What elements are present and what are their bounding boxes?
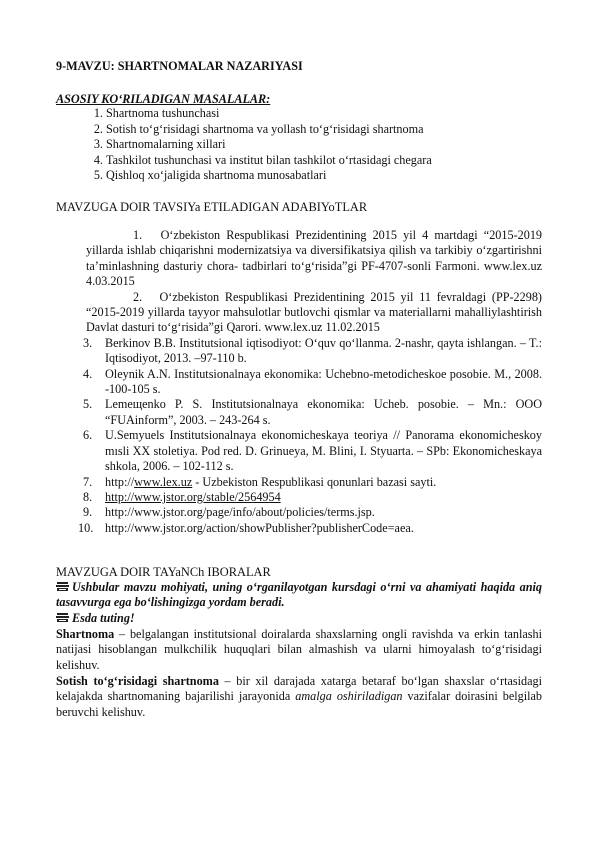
reference-text: http://www.jstor.org/action/showPublisher?publisherCode=aea. bbox=[105, 520, 414, 535]
jstor-stable-link[interactable]: http://www.jstor.org/stable/2564954 bbox=[105, 489, 281, 504]
reference-item bbox=[56, 505, 542, 520]
definition-text: vazifalar doirasini belgilab beruvchi kelishuv. bbox=[56, 689, 543, 719]
reference-number: 5. bbox=[83, 397, 93, 412]
reference-item bbox=[56, 475, 542, 490]
reference-number: 8. bbox=[83, 489, 93, 504]
reference-item bbox=[56, 490, 542, 505]
book-stack-icon bbox=[56, 581, 69, 592]
list-item: 5. Qishloq xo‘jaligida shartnoma munosabatlari bbox=[106, 168, 546, 184]
reference-item bbox=[56, 521, 542, 536]
list-item: 1. Shartnoma tushunchasi bbox=[106, 106, 546, 122]
definition-text: – belgalangan institutsional doiralarda shaxslarning ongli ravishda va erkin tanlashi natijasi hisoblangan mulkchilik huquqlari bilan almashish va ularni himoyalash to‘g‘risidagi kelishuv. bbox=[56, 627, 542, 672]
reference-number: 1. bbox=[133, 228, 143, 242]
list-item: 2. Sotish to‘g‘risidagi shartnoma va yollash to‘g‘risidagi shartnoma bbox=[106, 122, 546, 138]
reference-item bbox=[56, 290, 542, 336]
reference-text: Lemeщenko P. S. Institutsionalnaya ekonomika: Ucheb. posobie. – Mn.: OOO “FUAinform”, 2003. – 243-264 s. bbox=[105, 397, 542, 427]
reference-text: Berkinov B.B. Institutsional iqtisodiyot: O‘quv qo‘llanma. 2-nashr, qayta ishlangan. – T.: Iqtisodiyot, 2013. –97-110 b. bbox=[105, 335, 542, 366]
definition-text: – bir xil darajada xatarga betaraf bo‘lgan shaxslar o‘rtasidagi kelajakda shartnomaning bajarilishi jarayonida bbox=[56, 674, 542, 704]
list-item: 3. Shartnomalarning xillari bbox=[106, 137, 546, 153]
note-text: Ushbular mavzu mohiyati, uning o‘rganilayotgan kursdagi o‘rni va ahamiyati haqida aniq tasavvurga ega bo‘lishingizga yordam beradi. bbox=[56, 580, 542, 610]
reference-number: 7. bbox=[83, 474, 93, 489]
reference-item bbox=[56, 228, 542, 290]
reference-number: 4. bbox=[83, 366, 93, 381]
reference-text: U.Semyuels Institutsionalnaya ekonomicheskaya teoriya // Panorama ekonomicheskoy mısli XX stoletiya. Pod red. D. Grinueya, M. Blini, I. Styuarta. – SPb: Ekonomicheskaya shkola, 2006. – 102-112 s. bbox=[105, 428, 542, 474]
reference-item bbox=[56, 367, 542, 398]
page-title: 9-MAVZU: SHARTNOMALAR NAZARIYASI bbox=[56, 59, 303, 73]
reference-number: 6. bbox=[83, 428, 93, 443]
section-subtitle: ASOSIY KO‘RILADIGAN MASALALAR: bbox=[56, 92, 271, 106]
reference-text: O‘zbekiston Respublikasi Prezidentining 2015 yil 4 martdagi “2015-2019 yillarda ishlab chiqarishni modernizatsiya va diversifikatsiya qilish va tarkibiy o‘zgartirishni ta’minlashning dasturiy chora- tadbirlari to‘g‘risida”gi PF-4707-sonli Farmoni. www.lex.uz 4.03.2015 bbox=[86, 228, 543, 289]
list-item: 4. Tashkilot tushunchasi va institut bilan tashkilot o‘rtasidagi chegara bbox=[106, 153, 546, 169]
literature-heading: MAVZUGA DOIR TAVSIYa ETILADIGAN ADABIYoTLAR bbox=[56, 200, 368, 214]
reference-item bbox=[56, 428, 542, 474]
definition-italic: amalga oshiriladigan bbox=[295, 689, 403, 704]
reference-text: http://www.jstor.org/page/info/about/policies/terms.jsp. bbox=[105, 505, 375, 520]
reference-number: 10. bbox=[78, 520, 94, 535]
reference-number: 9. bbox=[83, 505, 93, 520]
note-paragraph bbox=[56, 580, 542, 611]
reminder-text: Esda tuting! bbox=[72, 611, 135, 625]
lex-uz-link[interactable]: www.lex.uz bbox=[134, 474, 193, 489]
reference-text: - Uzbekiston Respublikasi qonunlari bazasi sayti. bbox=[192, 474, 437, 489]
definition-sotish-shartnoma bbox=[56, 674, 542, 720]
reference-text: Oleynik A.N. Institutsionalnaya ekonomika: Uchebno-metodicheskoe posobie. M., 2008. -100-105 s. bbox=[105, 366, 542, 397]
definition-term: Sotish to‘g‘risidagi shartnoma bbox=[56, 674, 219, 688]
references-list bbox=[56, 228, 542, 536]
definition-term: Shartnoma bbox=[56, 627, 115, 641]
reference-item bbox=[56, 336, 542, 367]
definition-shartnoma bbox=[56, 627, 542, 673]
reference-link-prefix: http:// bbox=[105, 474, 135, 489]
reference-text: O‘zbekiston Respublikasi Prezidentining 2015 yil 11 fevraldagi (PP-2298) “2015-2019 yillarda tayyor mahsulotlar butlovchi qismlar va materiallarni mahalliylashtirish Davlat dasturi to‘g‘risida”gi Qarori. www.lex.uz 11.02.2015 bbox=[86, 289, 542, 335]
reminder-line bbox=[56, 611, 542, 626]
reference-item bbox=[56, 397, 542, 428]
reference-number: 3. bbox=[83, 335, 93, 350]
reference-number: 2. bbox=[133, 289, 143, 304]
topics-list bbox=[88, 106, 546, 184]
book-stack-icon bbox=[56, 612, 69, 623]
terms-heading: MAVZUGA DOIR TAYaNCh IBORALAR bbox=[56, 565, 271, 579]
